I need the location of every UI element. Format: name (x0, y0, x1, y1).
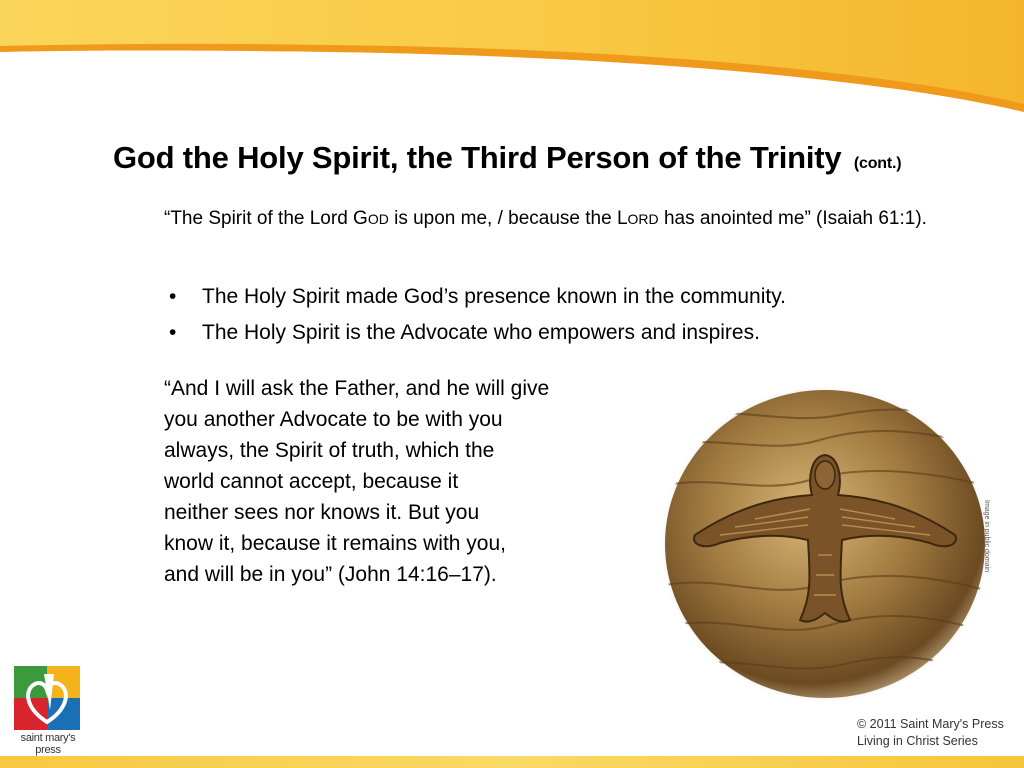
holy-spirit-dove-image (660, 385, 990, 703)
title-suffix: (cont.) (853, 155, 902, 172)
logo-text: saint mary's press (20, 732, 76, 756)
series-line: Living in Christ Series (857, 734, 978, 748)
quote1-part3: has anointed me” (Isaiah 61:1). (658, 208, 927, 229)
john-quote-line: world cannot accept, because it (164, 470, 459, 493)
quote1-part1: “The Spirit of the Lord G (164, 208, 368, 229)
bullet-item (164, 319, 984, 347)
image-credit: Image in public domain (983, 500, 990, 572)
footer-band (0, 756, 1024, 768)
john-quote (164, 373, 644, 590)
title-text: God the Holy Spirit, the Third Person of the Trinity (113, 140, 842, 175)
john-quote-line: neither sees nor knows it. But you (164, 501, 480, 524)
bullet-text: The Holy Spirit made God’s presence known in the community. (202, 285, 786, 308)
john-quote-line: always, the Spirit of truth, which the (164, 439, 495, 462)
bullet-marker: • (169, 285, 177, 308)
bullet-marker: • (169, 321, 177, 344)
header-band (0, 0, 1024, 120)
bullet-text: The Holy Spirit is the Advocate who empowers and inspires. (202, 321, 760, 344)
bullet-list (164, 283, 984, 355)
bullet-item (164, 283, 984, 311)
quote1-part2: is upon me, / because the L (388, 208, 628, 229)
isaiah-quote (164, 205, 984, 233)
copyright-line: © 2011 Saint Mary's Press (857, 717, 1004, 731)
saint-marys-press-logo (14, 666, 80, 730)
john-quote-line: know it, because it remains with you, (164, 532, 506, 555)
quote1-smallcaps-god: OD (367, 211, 389, 227)
john-quote-line: you another Advocate to be with you (164, 408, 503, 431)
john-quote-line: “And I will ask the Father, and he will give (164, 377, 550, 400)
quote1-smallcaps-lord: ORD (627, 211, 659, 227)
footer-copyright (857, 716, 1004, 750)
slide-title (113, 140, 1013, 176)
john-quote-line: and will be in you” (John 14:16–17). (164, 563, 497, 586)
